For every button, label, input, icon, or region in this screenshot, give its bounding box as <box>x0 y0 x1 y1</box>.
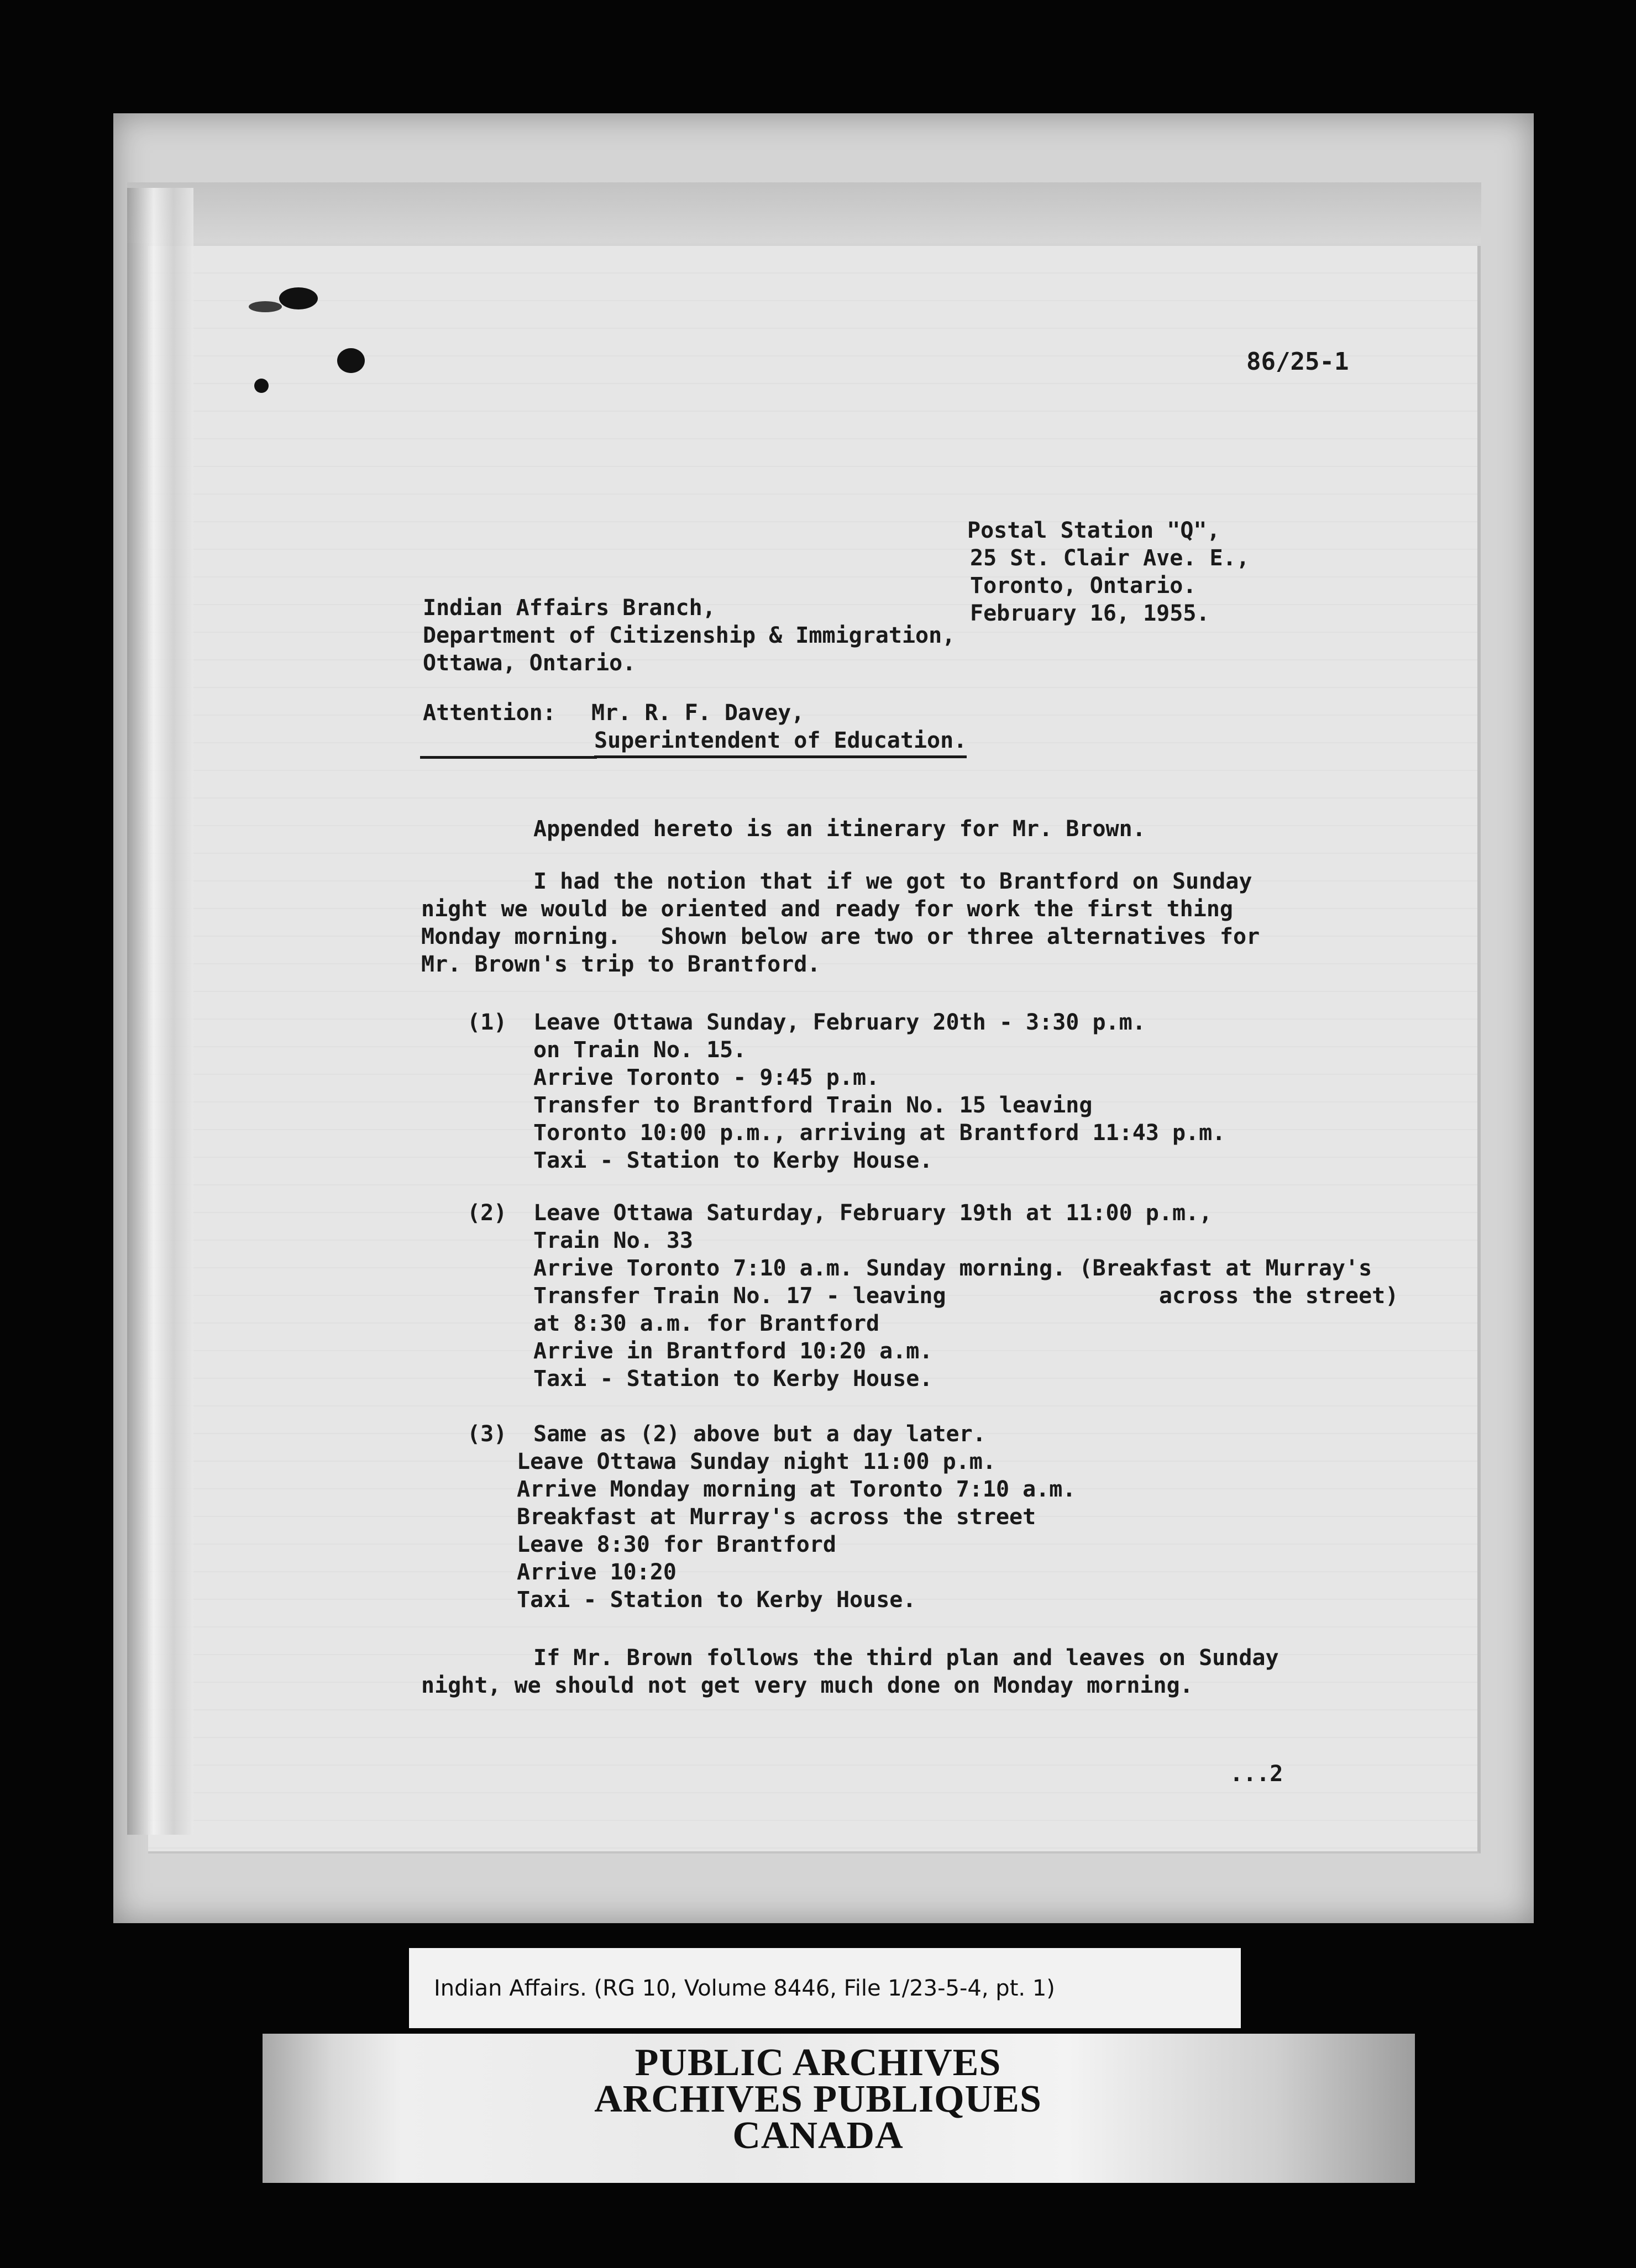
sender-address-line: 25 St. Clair Ave. E., <box>970 545 1250 571</box>
attention-title: Superintendent of Education. <box>594 727 967 758</box>
option-line: Taxi - Station to Kerby House. <box>533 1148 933 1173</box>
option-line: Leave 8:30 for Brantford <box>517 1532 836 1557</box>
option-line: Taxi - Station to Kerby House. <box>533 1366 933 1392</box>
closing-line: If Mr. Brown follows the third plan and leaves on Sunday <box>533 1645 1279 1671</box>
page-continuation: ...2 <box>1230 1761 1283 1787</box>
archive-stamp <box>0 2041 1636 2157</box>
option-line: Leave Ottawa Sunday, February 20th - 3:30 p.m. <box>533 1010 1146 1035</box>
option-line: Same as (2) above but a day later. <box>533 1421 986 1447</box>
body-line: night we would be oriented and ready for work the first thing <box>421 896 1234 922</box>
option-line: Toronto 10:00 p.m., arriving at Brantford 11:43 p.m. <box>533 1120 1226 1146</box>
letter-date: February 16, 1955. <box>970 601 1210 626</box>
attention-name: Mr. R. F. Davey, <box>591 700 805 726</box>
option-line: Breakfast at Murray's across the street <box>517 1504 1036 1530</box>
sender-address-line: Toronto, Ontario. <box>970 573 1197 599</box>
option-number: (1) <box>467 1010 507 1035</box>
file-reference: 86/25-1 <box>1246 348 1349 376</box>
archive-caption-text: Indian Affairs. (RG 10, Volume 8446, File 1/23-5-4, pt. 1) <box>434 1975 1055 2001</box>
sender-address-line: Postal Station "Q", <box>967 518 1220 543</box>
recipient-line: Indian Affairs Branch, <box>423 595 716 621</box>
option-line: Arrive Toronto 7:10 a.m. Sunday morning. (Breakfast at Murray's <box>533 1256 1372 1281</box>
page-fold-shadow <box>127 182 1481 243</box>
body-line: I had the notion that if we got to Brantford on Sunday <box>533 869 1252 894</box>
option-number: (3) <box>467 1421 507 1447</box>
ink-stain <box>279 287 318 309</box>
body-line: Monday morning. Shown below are two or three alternatives for <box>421 924 1260 949</box>
option-line: Arrive Monday morning at Toronto 7:10 a.m. <box>517 1477 1076 1502</box>
ink-stain <box>249 301 282 312</box>
option-line: Arrive in Brantford 10:20 a.m. <box>533 1338 933 1364</box>
intro-paragraph: Appended hereto is an itinerary for Mr. Brown. <box>533 816 1146 842</box>
archive-stamp-line: CANADA <box>732 2114 904 2157</box>
closing-line: night, we should not get very much done on Monday morning. <box>421 1673 1193 1698</box>
option-line: on Train No. 15. <box>533 1037 747 1063</box>
option-line: Taxi - Station to Kerby House. <box>517 1587 916 1613</box>
option-line: Leave Ottawa Saturday, February 19th at 11:00 p.m., <box>533 1200 1213 1226</box>
archive-stamp-line: ARCHIVES PUBLIQUES <box>594 2078 1042 2120</box>
option-line: Transfer to Brantford Train No. 15 leaving <box>533 1093 1093 1118</box>
option-line: Arrive Toronto - 9:45 p.m. <box>533 1065 880 1090</box>
left-page-curl <box>127 188 193 1835</box>
body-line: Mr. Brown's trip to Brantford. <box>421 952 821 977</box>
recipient-line: Department of Citizenship & Immigration, <box>423 623 956 648</box>
option-line: at 8:30 a.m. for Brantford <box>533 1311 880 1336</box>
recipient-line: Ottawa, Ontario. <box>423 650 636 676</box>
option-line: Train No. 33 <box>533 1228 693 1253</box>
ink-stain <box>337 348 365 373</box>
ink-stain <box>254 379 269 393</box>
archive-caption-label <box>409 1948 1241 2028</box>
attention-rule <box>420 756 597 759</box>
archive-stamp-line: PUBLIC ARCHIVES <box>635 2041 1001 2084</box>
attention-label: Attention: <box>423 700 556 726</box>
option-line: Arrive 10:20 <box>517 1560 677 1585</box>
option-number: (2) <box>467 1200 507 1226</box>
option-line: Leave Ottawa Sunday night 11:00 p.m. <box>517 1449 996 1474</box>
option-line: Transfer Train No. 17 - leaving across the street) <box>533 1283 1399 1309</box>
